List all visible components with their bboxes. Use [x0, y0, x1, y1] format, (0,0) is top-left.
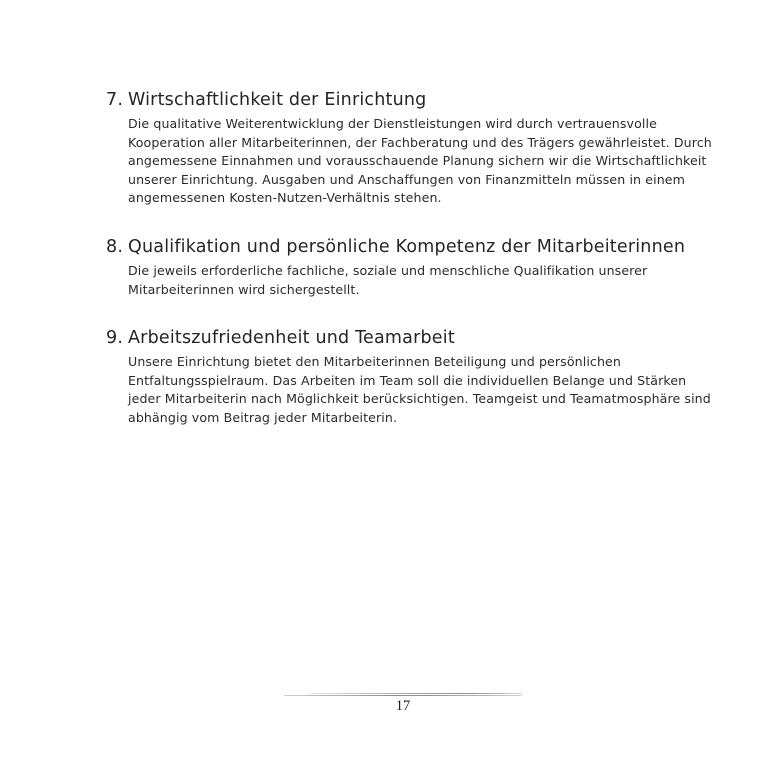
section-body: Die jeweils erforderliche fachliche, soziale und menschliche Qualifikation unserer Mitarbeiterinnen wird sichergestellt.: [128, 262, 648, 297]
page-number: 17: [395, 698, 411, 714]
section-heading: [106, 326, 718, 350]
section-title: Qualifikation und persönliche Kompetenz der Mitarbeiterinnen: [128, 236, 686, 257]
section-number: 9.: [106, 328, 124, 349]
footer-divider: [284, 695, 522, 696]
section-number: 8.: [106, 236, 124, 257]
section-arbeitszufriedenheit: [106, 326, 718, 427]
section-title: Wirtschaftlichkeit der Einrichtung: [128, 90, 427, 110]
section-wirtschaftlichkeit: [106, 88, 718, 208]
footer-divider: [310, 693, 522, 694]
section-qualifikation: [106, 235, 718, 299]
section-number: 7.: [106, 90, 124, 110]
section-body: Unsere Einrichtung bietet den Mitarbeiterinnen Beteiligung und persönlichen Entfaltungsspielraum. Das Arbeiten im Team soll die individuellen Belange und Stärken jeder Mitarbeiterin nach Möglichkeit berücksichtigen. Teamgeist und Teamatmosphäre sind abhängig vom Beitrag jeder Mitarbeiterin.: [128, 354, 711, 425]
section-body: Die qualitative Weiterentwicklung der Dienstleistungen wird durch vertrauensvolle Kooperation aller Mitarbeiterinnen, der Fachberatung und des Trägers gewährleistet. Durch angemessene Einnahmen und vorausschauende Planung sichern wir die Wirtschaftlichkeit unserer Einrichtung. Ausgaben und Anschaffungen von Finanzmitteln müssen in einem angemessenen Kosten-Nutzen-Verhältnis stehen.: [128, 116, 712, 206]
section-heading: [106, 235, 718, 259]
section-heading: [106, 88, 718, 112]
page-content: [106, 88, 718, 455]
section-title: Arbeitszufriedenheit und Teamarbeit: [128, 328, 455, 349]
page-footer: [284, 693, 522, 715]
